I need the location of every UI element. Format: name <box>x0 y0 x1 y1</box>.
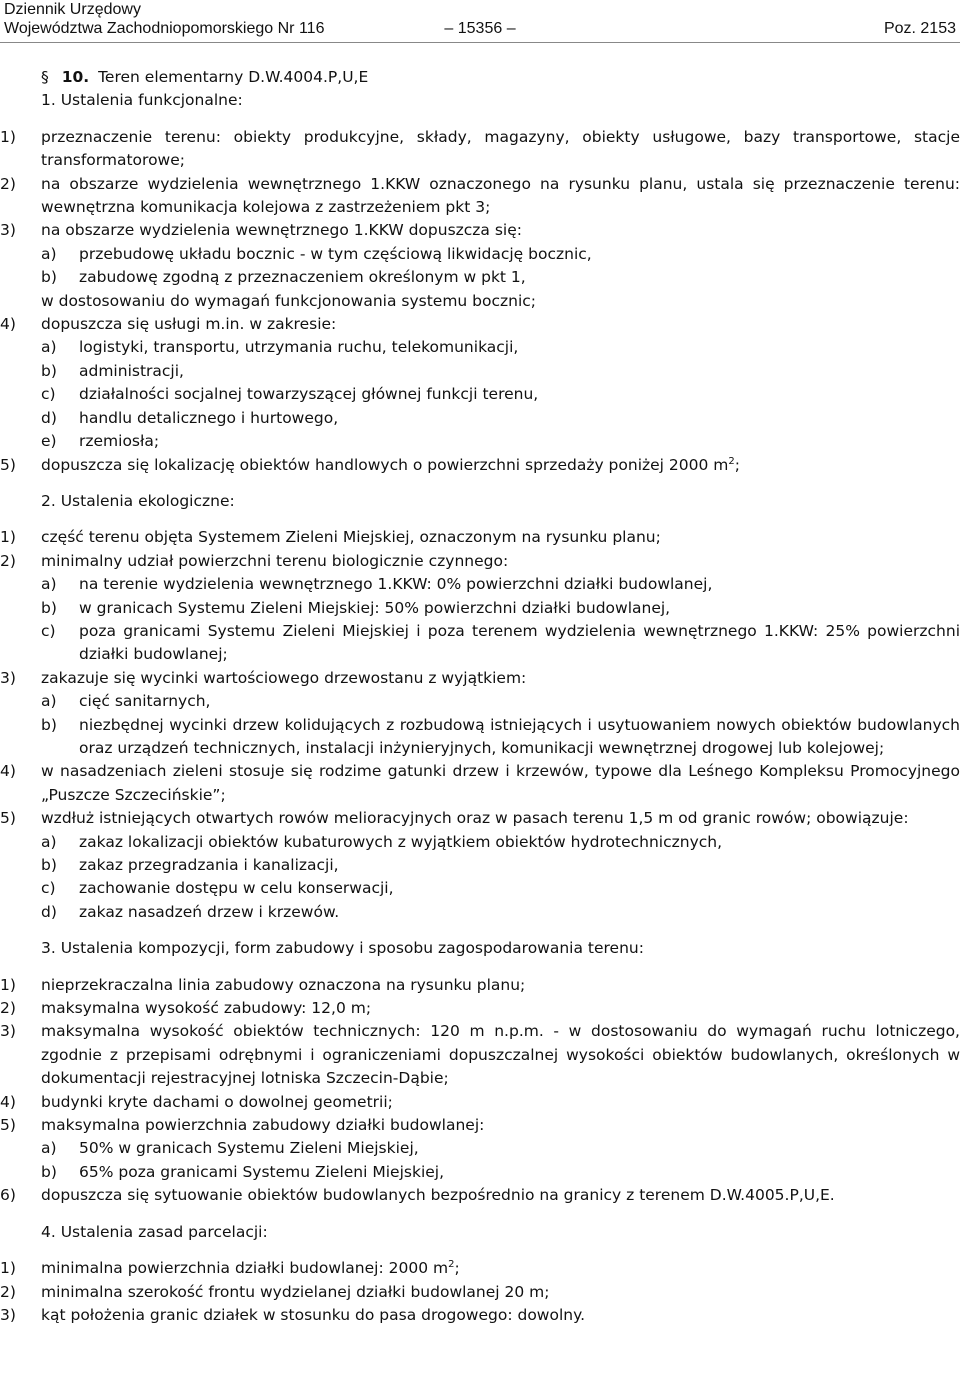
list-item: 4) w nasadzeniach zieleni stosuje się rodzime gatunki drzew i krzewów, typowe dla Leśnego Kompleksu Promocyjnego „Puszcze Szczecińskie”; <box>0 762 960 804</box>
list-item: 3) na obszarze wydzielenia wewnętrznego 1.KKW dopuszcza się: <box>0 221 522 240</box>
journal-title: Dziennik Urzędowy <box>4 1 141 18</box>
list-item: 2) na obszarze wydzielenia wewnętrznego 1.KKW oznaczonego na rysunku planu, ustala się przeznaczenie terenu: wewnętrzna komunikacja kolejowa z zastrzeżeniem pkt 3; <box>0 174 960 217</box>
sub-item: b) zakaz przegradzania i kanalizacji, <box>41 856 339 874</box>
journal-subtitle: Województwa Zachodniopomorskiego Nr 116 <box>4 20 325 37</box>
list-item: 6) dopuszcza się sytuowanie obiektów budowlanych bezpośrednio na granicy z terenem D.W.4005.P,U,E. <box>0 1186 835 1205</box>
list-item: 1) przeznaczenie terenu: obiekty produkcyjne, składy, magazyny, obiekty usługowe, bazy transportowe, stacje transformatorowe; <box>0 127 960 170</box>
sub-item: a) przebudowę układu bocznic - w tym częściową likwidację bocznic, <box>41 244 592 263</box>
sub-item: e) rzemiosła; <box>41 432 160 451</box>
sub-item: b) w granicach Systemu Zieleni Miejskiej: 50% powierzchni działki budowlanej, <box>41 598 671 617</box>
sub-item: a) na terenie wydzielenia wewnętrznego 1.KKW: 0% powierzchni działki budowlanej, <box>41 575 713 594</box>
list-item: 5) dopuszcza się lokalizację obiektów handlowych o powierzchni sprzedaży poniżej 2000 $m^2$; <box>0 455 740 474</box>
paragraph-number: 10. <box>61 68 90 86</box>
sub-item: b) niezbędnej wycinki drzew kolidujących z rozbudową istniejących i usytuowaniem nowych obiektów budowlanych oraz urządzeń technicznych, instalacji inżynieryjnych, komunikacji wewnętrznej drogowej lub kolejowej; <box>41 715 960 757</box>
position-number: Poz. 2153 <box>883 20 956 37</box>
page-number: – 15356 – <box>444 20 516 37</box>
sub-item: d) handlu detalicznego i hurtowego, <box>41 408 339 427</box>
section-sign: § <box>41 68 49 86</box>
list-item: 3) maksymalna wysokość obiektów technicznych: 120 m n.p.m. - w dostosowaniu do wymagań ruchu lotniczego, zgodnie z przepisami odrębnymi i ograniczeniami dopuszczalnej wysokości obiektów budowlanych, określonych w dokumentacji rejestracyjnej lotniska Szczecin-Dąbie; <box>0 1022 960 1088</box>
list-item: 1) część terenu objęta Systemem Zieleni Miejskiej, oznaczonym na rysunku planu; <box>0 528 661 547</box>
list-item: 3) kąt położenia granic działek w stosunku do pasa drogowego: dowolny. <box>0 1305 585 1324</box>
list-item: 5) wzdłuż istniejących otwartych rowów melioracyjnych oraz w pasach terenu 1,5 m od granic rowów; obowiązuje: <box>0 809 909 828</box>
section-title: 4. Ustalenia zasad parcelacji: <box>41 1222 268 1241</box>
paragraph-heading <box>0 66 960 89</box>
sub-item: a) zakaz lokalizacji obiektów kubaturowych z wyjątkiem obiektów hydrotechnicznych, <box>41 832 723 851</box>
list-item: 2) minimalny udział powierzchni terenu biologicznie czynnego: <box>0 551 509 570</box>
sub-item: a) cięć sanitarnych, <box>41 692 211 711</box>
sub-item: b) zabudowę zgodną z przeznaczeniem określonym w pkt 1, <box>41 268 526 287</box>
sub-item: c) zachowanie dostępu w celu konserwacji, <box>41 879 394 898</box>
list-item: 4) budynki kryte dachami o dowolnej geometrii; <box>0 1092 393 1111</box>
continuation-text: w dostosowaniu do wymagań funkcjonowania systemu bocznic; <box>41 291 537 310</box>
sub-item: a) logistyki, transportu, utrzymania ruchu, telekomunikacji, <box>41 338 519 357</box>
page-header <box>0 0 960 43</box>
document-body <box>0 66 960 1327</box>
list-item: 1) minimalna powierzchnia działki budowlanej: 2000 $m^2$; <box>0 1258 460 1278</box>
section-title: 3. Ustalenia kompozycji, form zabudowy i sposobu zagospodarowania terenu: <box>41 939 644 958</box>
sub-item: a) 50% w granicach Systemu Zieleni Miejskiej, <box>41 1139 419 1158</box>
list-item: 3) zakazuje się wycinki wartościowego drzewostanu z wyjątkiem: <box>0 668 527 687</box>
sub-item: c) poza granicami Systemu Zieleni Miejskiej i poza terenem wydzielenia wewnętrznego 1.KKW: 25% powierzchni działki budowlanej; <box>41 621 960 664</box>
paragraph-title: Teren elementarny D.W.4004.P,U,E <box>98 68 369 86</box>
list-item: 1) nieprzekraczalna linia zabudowy oznaczona na rysunku planu; <box>0 975 526 994</box>
sub-item: b) administracji, <box>41 361 184 380</box>
section-title: 2. Ustalenia ekologiczne: <box>41 491 235 510</box>
list-item: 5) maksymalna powierzchnia zabudowy działki budowlanej: <box>0 1116 485 1135</box>
section-title: 1. Ustalenia funkcjonalne: <box>41 91 243 110</box>
sub-item: b) 65% poza granicami Systemu Zieleni Miejskiej, <box>41 1162 445 1181</box>
list-item: 2) minimalna szerokość frontu wydzielanej działki budowlanej 20 m; <box>0 1282 550 1301</box>
list-item: 4) dopuszcza się usługi m.in. w zakresie: <box>0 315 337 334</box>
list-item: 2) maksymalna wysokość zabudowy: 12,0 m; <box>0 999 372 1018</box>
sub-item: c) działalności socjalnej towarzyszącej głównej funkcji terenu, <box>41 385 539 404</box>
sub-item: d) zakaz nasadzeń drzew i krzewów. <box>41 902 340 921</box>
